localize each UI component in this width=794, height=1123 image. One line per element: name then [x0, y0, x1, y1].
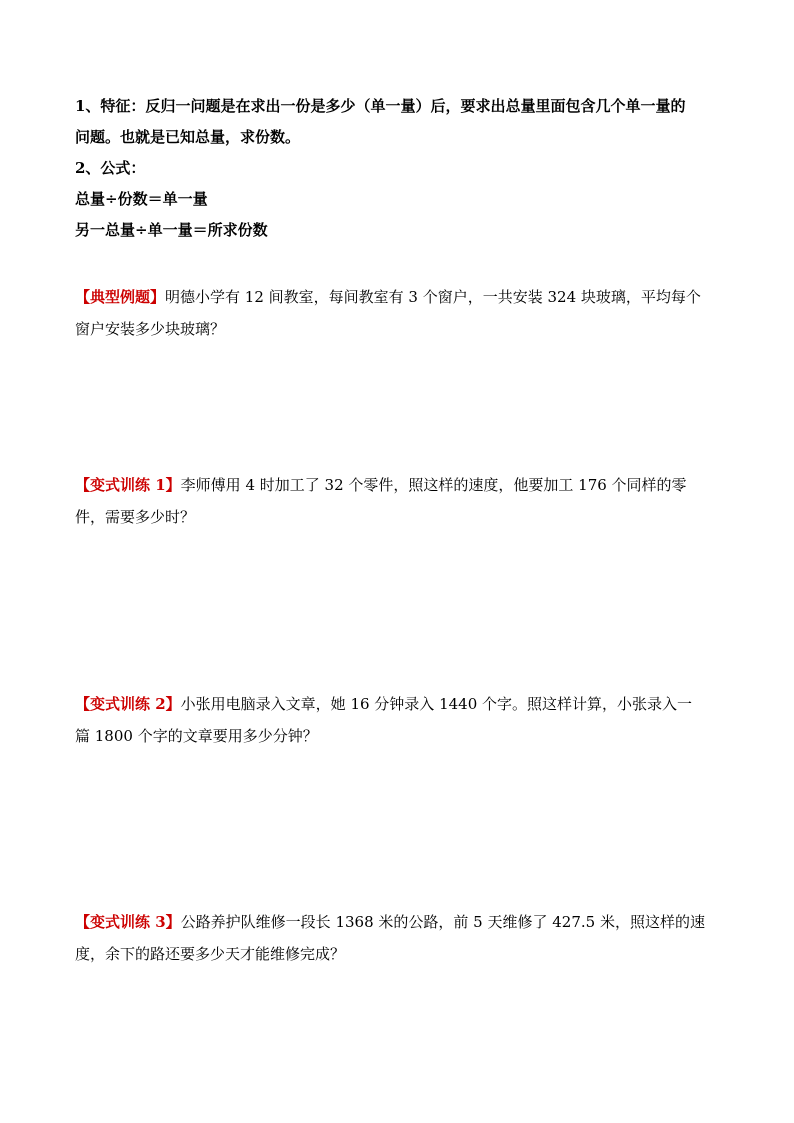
- example-problem-tag: 【典型例题】: [75, 288, 166, 306]
- practice-3-line-2: 度，余下的路还要多少天才能维修完成？: [75, 945, 346, 963]
- example-problem-text-1: 明德小学有 12 间教室，每间教室有 3 个窗户，一共安装 324 块玻璃，平均每个: [165, 288, 701, 306]
- practice-1-line-1: [75, 475, 725, 495]
- practice-2-tag: 【变式训练 2】: [75, 695, 181, 713]
- formula-1: 总量÷份数＝单一量: [75, 190, 208, 208]
- feature-line-1: 1、特征：反归一问题是在求出一份是多少（单一量）后，要求出总量里面包含几个单一量的: [75, 97, 686, 115]
- practice-3-line-1: [75, 912, 725, 932]
- practice-2-line-1: [75, 694, 725, 714]
- example-problem-line-1: [75, 287, 725, 307]
- practice-2-text-1: 小张用电脑录入文章，她 16 分钟录入 1440 个字。照这样计算，小张录入一: [180, 695, 693, 713]
- formula-2: 另一总量÷单一量＝所求份数: [75, 221, 268, 239]
- practice-3-text-1: 公路养护队维修一段长 1368 米的公路，前 5 天维修了 427.5 米，照这样的速: [180, 913, 705, 931]
- feature-line-2: 问题。也就是已知总量，求份数。: [75, 128, 301, 146]
- practice-1-tag: 【变式训练 1】: [75, 476, 181, 494]
- practice-1-line-2: 件，需要多少时？: [75, 508, 196, 526]
- formula-heading: 2、公式：: [75, 159, 146, 177]
- practice-3-tag: 【变式训练 3】: [75, 913, 181, 931]
- practice-1-text-1: 李师傅用 4 时加工了 32 个零件，照这样的速度，他要加工 176 个同样的零: [180, 476, 687, 494]
- example-problem-line-2: 窗户安装多少块玻璃？: [75, 320, 226, 338]
- practice-2-line-2: 篇 1800 个字的文章要用多少分钟？: [75, 727, 318, 745]
